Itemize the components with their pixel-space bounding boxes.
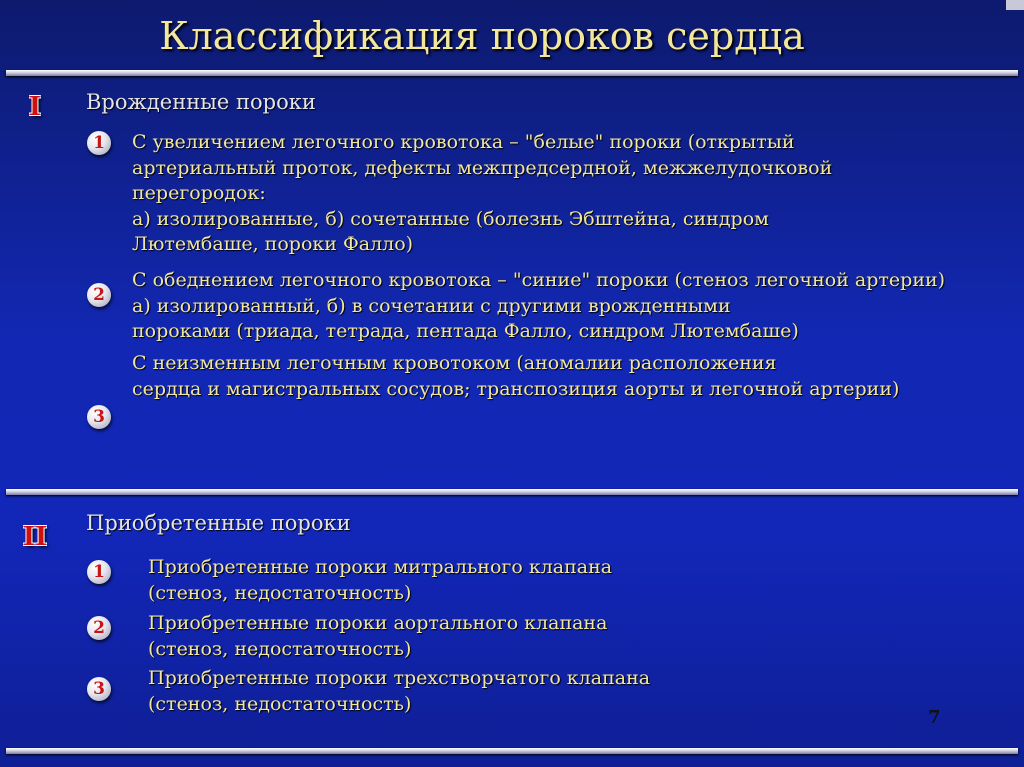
- text-line: Приобретенные пороки трехстворчатого клапана: [148, 667, 651, 689]
- text-line: а) изолированные, б) сочетанные (болезнь Эбштейна, синдром: [132, 207, 769, 230]
- section-2-item-3-text: [148, 666, 650, 717]
- text-line: а) изолированный, б) в сочетании с другими врожденными: [132, 294, 731, 317]
- text-line: С обеднением легочного кровотока – "синие" пороки (стеноз легочной артерии): [132, 269, 946, 291]
- text-line: Лютембаше, пороки Фалло): [132, 233, 414, 255]
- text-line: Приобретенные пороки аортального клапана: [148, 612, 608, 634]
- section-2-item-3-marker-icon: 3: [87, 677, 111, 701]
- section-1-item-2-text: [132, 268, 945, 345]
- section-2-numeral-icon: II: [22, 522, 48, 552]
- slide-title: Классификация пороков сердца: [159, 14, 805, 58]
- bottom-divider: [6, 748, 1018, 754]
- text-line: пороками (триада, тетрада, пентада Фалло, синдром Лютембаше): [132, 320, 799, 342]
- section-2-item-2-text: [148, 611, 607, 662]
- text-line: С неизменным легочным кровотоком (аномалии расположения: [132, 352, 777, 374]
- text-line: С увеличением легочного кровотока – "белые" пороки (открытый: [132, 131, 795, 153]
- section-2-item-1-text: [148, 555, 612, 606]
- section-1-heading: Врожденные пороки: [86, 90, 316, 114]
- section-1-item-2-marker-icon: 2: [87, 283, 111, 307]
- section-1-item-3-marker-icon: 3: [87, 405, 111, 429]
- text-line: (стеноз, недостаточность): [148, 637, 412, 660]
- page-number: 7: [928, 707, 941, 728]
- section-1-item-1-marker-icon: 1: [87, 131, 111, 155]
- text-line: (стеноз, недостаточность): [148, 581, 412, 604]
- title-divider: [6, 70, 1018, 76]
- text-line: (стеноз, недостаточность): [148, 692, 412, 715]
- section-1-item-3-text: [132, 351, 899, 402]
- section-1-item-1-text: [132, 130, 832, 258]
- text-line: Приобретенные пороки митрального клапана: [148, 556, 613, 578]
- text-line: сердца и магистральных сосудов; транспозиция аорты и легочной артерии): [132, 377, 900, 400]
- section-divider: [6, 489, 1018, 495]
- text-line: перегородок:: [132, 182, 266, 204]
- corner-decoration: [1006, 0, 1024, 10]
- section-2-item-2-marker-icon: 2: [87, 616, 111, 640]
- section-2-item-1-marker-icon: 1: [87, 560, 111, 584]
- section-2-heading: Приобретенные пороки: [86, 511, 351, 535]
- section-1-numeral-icon: I: [28, 92, 42, 122]
- text-line: артериальный проток, дефекты межпредсердной, межжелудочковой: [132, 156, 833, 179]
